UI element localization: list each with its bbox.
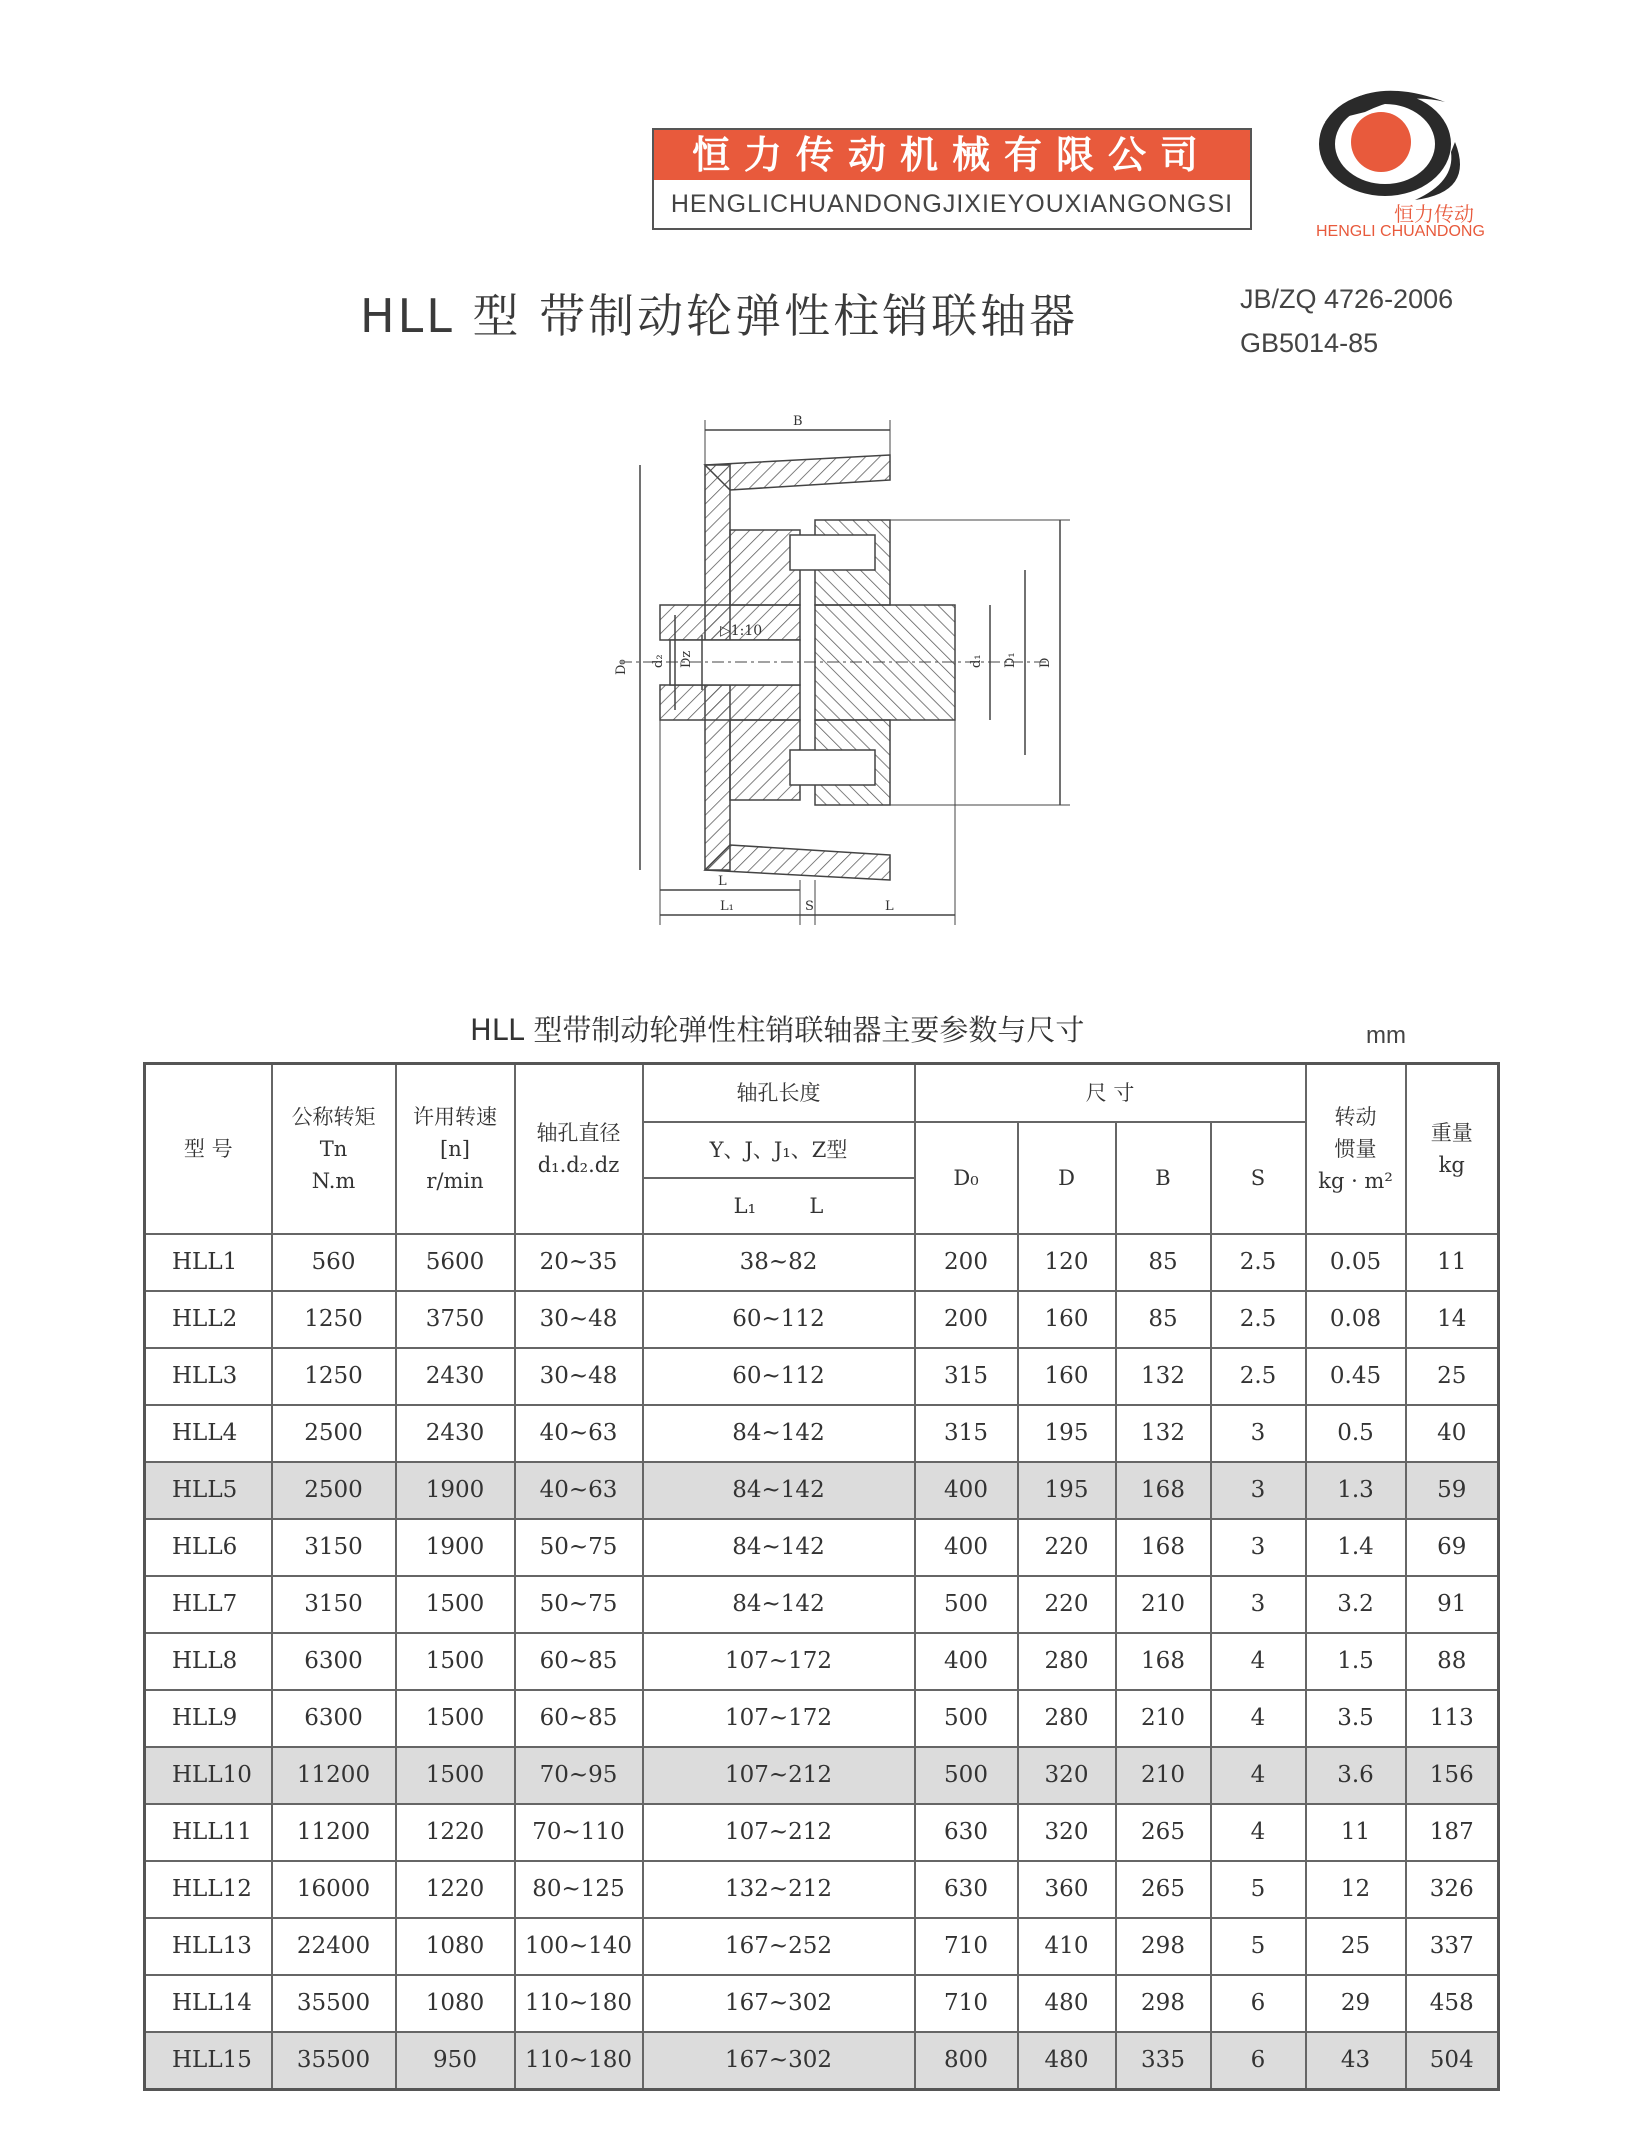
standard-2: GB5014-85	[1240, 328, 1379, 358]
cell-D0: 630	[915, 1804, 1018, 1861]
cell-speed: 1500	[396, 1747, 515, 1804]
cell-D: 480	[1018, 1975, 1116, 2032]
cell-D0: 315	[915, 1405, 1018, 1462]
header-bore-length-cols: L₁ L	[643, 1178, 915, 1234]
cell-D0: 400	[915, 1633, 1018, 1690]
cell-model: HLL13	[145, 1918, 272, 1975]
cell-S: 6	[1211, 2032, 1306, 2090]
cell-B: 265	[1116, 1804, 1211, 1861]
cell-bore-diameter: 110~180	[515, 2032, 643, 2090]
cell-speed: 1220	[396, 1804, 515, 1861]
cell-inertia: 11	[1306, 1804, 1406, 1861]
cell-D0: 500	[915, 1747, 1018, 1804]
cell-torque: 2500	[272, 1405, 396, 1462]
cell-bore-length: 84~142	[643, 1576, 915, 1633]
table-row	[145, 1975, 1499, 2032]
company-name-pinyin: HENGLICHUANDONGJIXIEYOUXIANGONGSI	[670, 190, 1234, 218]
cell-S: 4	[1211, 1633, 1306, 1690]
header-model: 型 号	[145, 1064, 272, 1234]
cell-speed: 1080	[396, 1975, 515, 2032]
cell-bore-diameter: 70~110	[515, 1804, 643, 1861]
table-row	[145, 1918, 1499, 1975]
cell-inertia: 3.5	[1306, 1690, 1406, 1747]
cell-D0: 500	[915, 1690, 1018, 1747]
spec-table	[143, 1062, 1500, 2091]
cell-speed: 5600	[396, 1234, 515, 1291]
cell-S: 2.5	[1211, 1291, 1306, 1348]
cell-weight: 458	[1406, 1975, 1499, 2032]
cell-B: 298	[1116, 1918, 1211, 1975]
cell-inertia: 25	[1306, 1918, 1406, 1975]
cell-model: HLL9	[145, 1690, 272, 1747]
cell-B: 210	[1116, 1576, 1211, 1633]
table-row	[145, 1861, 1499, 1918]
coupling-drawing	[530, 410, 1130, 940]
cell-torque: 1250	[272, 1291, 396, 1348]
cell-B: 210	[1116, 1747, 1211, 1804]
cell-bore-length: 84~142	[643, 1519, 915, 1576]
table-row	[145, 1804, 1499, 1861]
header-D0: D₀	[915, 1122, 1018, 1234]
cell-torque: 2500	[272, 1462, 396, 1519]
cell-S: 6	[1211, 1975, 1306, 2032]
cell-inertia: 1.4	[1306, 1519, 1406, 1576]
table-row	[145, 1462, 1499, 1519]
header-S: S	[1211, 1122, 1306, 1234]
cell-speed: 1500	[396, 1633, 515, 1690]
cell-bore-length: 167~302	[643, 2032, 915, 2090]
cell-speed: 2430	[396, 1348, 515, 1405]
cell-model: HLL10	[145, 1747, 272, 1804]
cell-weight: 40	[1406, 1405, 1499, 1462]
cell-bore-length: 38~82	[643, 1234, 915, 1291]
cell-speed: 3750	[396, 1291, 515, 1348]
dim-label-D: D	[1038, 657, 1053, 668]
table-row	[145, 1633, 1499, 1690]
cell-bore-length: 84~142	[643, 1462, 915, 1519]
cell-model: HLL15	[145, 2032, 272, 2090]
cell-model: HLL12	[145, 1861, 272, 1918]
dim-label-L-right: L	[885, 899, 894, 914]
cell-bore-diameter: 40~63	[515, 1405, 643, 1462]
cell-torque: 11200	[272, 1804, 396, 1861]
cell-bore-diameter: 60~85	[515, 1633, 643, 1690]
page-title: HLL 型 带制动轮弹性柱销联轴器	[360, 289, 1079, 343]
company-banner	[652, 128, 1252, 230]
cell-B: 168	[1116, 1633, 1211, 1690]
cell-weight: 113	[1406, 1690, 1499, 1747]
cell-model: HLL14	[145, 1975, 272, 2032]
cell-S: 2.5	[1211, 1348, 1306, 1405]
cell-inertia: 3.2	[1306, 1576, 1406, 1633]
cell-torque: 35500	[272, 2032, 396, 2090]
table-title: HLL 型带制动轮弹性柱销联轴器主要参数与尺寸	[470, 1013, 1085, 1047]
cell-S: 5	[1211, 1861, 1306, 1918]
header-dimensions: 尺 寸	[915, 1064, 1306, 1122]
cell-weight: 69	[1406, 1519, 1499, 1576]
cell-weight: 91	[1406, 1576, 1499, 1633]
cell-B: 168	[1116, 1462, 1211, 1519]
cell-inertia: 0.05	[1306, 1234, 1406, 1291]
cell-model: HLL1	[145, 1234, 272, 1291]
cell-speed: 1500	[396, 1690, 515, 1747]
cell-bore-diameter: 50~75	[515, 1519, 643, 1576]
header-B: B	[1116, 1122, 1211, 1234]
cell-D0: 630	[915, 1861, 1018, 1918]
cell-model: HLL2	[145, 1291, 272, 1348]
cell-speed: 1500	[396, 1576, 515, 1633]
cell-model: HLL7	[145, 1576, 272, 1633]
cell-D0: 800	[915, 2032, 1018, 2090]
cell-torque: 11200	[272, 1747, 396, 1804]
cell-B: 85	[1116, 1234, 1211, 1291]
cell-weight: 11	[1406, 1234, 1499, 1291]
cell-torque: 560	[272, 1234, 396, 1291]
cell-bore-diameter: 70~95	[515, 1747, 643, 1804]
cell-speed: 950	[396, 2032, 515, 2090]
cell-D: 480	[1018, 2032, 1116, 2090]
dim-label-L1: L₁	[720, 899, 734, 914]
cell-S: 4	[1211, 1804, 1306, 1861]
cell-S: 3	[1211, 1405, 1306, 1462]
cell-D: 220	[1018, 1576, 1116, 1633]
cell-D: 280	[1018, 1690, 1116, 1747]
cell-bore-length: 167~302	[643, 1975, 915, 2032]
header-speed: 许用转速 [n] r/min	[396, 1064, 515, 1234]
cell-torque: 6300	[272, 1690, 396, 1747]
dim-label-B: B	[793, 414, 803, 429]
cell-inertia: 0.08	[1306, 1291, 1406, 1348]
cell-weight: 25	[1406, 1348, 1499, 1405]
cell-bore-diameter: 100~140	[515, 1918, 643, 1975]
cell-inertia: 12	[1306, 1861, 1406, 1918]
cell-S: 3	[1211, 1519, 1306, 1576]
cell-bore-length: 132~212	[643, 1861, 915, 1918]
cell-D0: 315	[915, 1348, 1018, 1405]
cell-model: HLL5	[145, 1462, 272, 1519]
header-inertia: 转动 惯量 kg · m²	[1306, 1064, 1406, 1234]
cell-weight: 326	[1406, 1861, 1499, 1918]
cell-speed: 1900	[396, 1462, 515, 1519]
dim-label-D1: D₁	[1003, 652, 1018, 668]
cell-weight: 14	[1406, 1291, 1499, 1348]
cell-model: HLL3	[145, 1348, 272, 1405]
dim-label-L: L	[718, 874, 727, 889]
cell-D0: 710	[915, 1918, 1018, 1975]
cell-speed: 1900	[396, 1519, 515, 1576]
cell-torque: 6300	[272, 1633, 396, 1690]
cell-inertia: 0.45	[1306, 1348, 1406, 1405]
cell-D: 120	[1018, 1234, 1116, 1291]
dim-label-d1: d₁	[969, 654, 984, 668]
cell-inertia: 3.6	[1306, 1747, 1406, 1804]
logo-text-cn: 恒力传动	[1394, 202, 1474, 226]
cell-B: 132	[1116, 1405, 1211, 1462]
cell-weight: 187	[1406, 1804, 1499, 1861]
logo-text-en: HENGLI CHUANDONG	[1316, 223, 1485, 240]
dim-label-D0: D₀	[614, 659, 629, 675]
cell-B: 335	[1116, 2032, 1211, 2090]
cell-D0: 200	[915, 1291, 1018, 1348]
header-D: D	[1018, 1122, 1116, 1234]
cell-S: 4	[1211, 1690, 1306, 1747]
cell-inertia: 1.5	[1306, 1633, 1406, 1690]
header-torque: 公称转矩 Tn N.m	[272, 1064, 396, 1234]
cell-B: 298	[1116, 1975, 1211, 2032]
table-row	[145, 1519, 1499, 1576]
table-row	[145, 2032, 1499, 2090]
cell-D: 195	[1018, 1462, 1116, 1519]
standard-1: JB/ZQ 4726-2006	[1240, 284, 1454, 314]
spec-table-body	[145, 1234, 1499, 2090]
dim-label-S: S	[805, 899, 814, 914]
cell-D: 220	[1018, 1519, 1116, 1576]
dim-label-Dz: Dz	[679, 650, 694, 668]
company-name-cn: 恒力传动机械有限公司	[654, 130, 1250, 180]
table-row	[145, 1747, 1499, 1804]
cell-B: 168	[1116, 1519, 1211, 1576]
cell-inertia: 29	[1306, 1975, 1406, 2032]
cell-torque: 3150	[272, 1576, 396, 1633]
cell-inertia: 0.5	[1306, 1405, 1406, 1462]
table-row	[145, 1690, 1499, 1747]
cell-D0: 500	[915, 1576, 1018, 1633]
cell-bore-diameter: 60~85	[515, 1690, 643, 1747]
cell-speed: 1220	[396, 1861, 515, 1918]
table-row	[145, 1348, 1499, 1405]
cell-torque: 1250	[272, 1348, 396, 1405]
cell-S: 4	[1211, 1747, 1306, 1804]
cell-D0: 400	[915, 1462, 1018, 1519]
cell-D: 160	[1018, 1291, 1116, 1348]
cell-inertia: 1.3	[1306, 1462, 1406, 1519]
cell-bore-length: 60~112	[643, 1291, 915, 1348]
cell-bore-length: 60~112	[643, 1348, 915, 1405]
dim-label-d2: d₂	[651, 654, 666, 668]
cell-S: 3	[1211, 1462, 1306, 1519]
header-weight: 重量 kg	[1406, 1064, 1499, 1234]
cell-D: 280	[1018, 1633, 1116, 1690]
cell-B: 265	[1116, 1861, 1211, 1918]
cell-torque: 22400	[272, 1918, 396, 1975]
cell-bore-diameter: 30~48	[515, 1291, 643, 1348]
cell-torque: 3150	[272, 1519, 396, 1576]
table-row	[145, 1405, 1499, 1462]
cell-bore-diameter: 80~125	[515, 1861, 643, 1918]
cell-bore-diameter: 40~63	[515, 1462, 643, 1519]
table-row	[145, 1291, 1499, 1348]
cell-weight: 59	[1406, 1462, 1499, 1519]
header-bore-length: 轴孔长度	[643, 1064, 915, 1122]
table-unit: mm	[1366, 1022, 1406, 1049]
header-bore-diameter: 轴孔直径 d₁.d₂.dz	[515, 1064, 643, 1234]
cell-S: 5	[1211, 1918, 1306, 1975]
cell-bore-length: 107~212	[643, 1747, 915, 1804]
cell-weight: 88	[1406, 1633, 1499, 1690]
cell-bore-diameter: 110~180	[515, 1975, 643, 2032]
cell-speed: 1080	[396, 1918, 515, 1975]
cell-model: HLL11	[145, 1804, 272, 1861]
cell-bore-length: 107~212	[643, 1804, 915, 1861]
cell-D0: 710	[915, 1975, 1018, 2032]
cell-D: 410	[1018, 1918, 1116, 1975]
cell-model: HLL4	[145, 1405, 272, 1462]
cell-B: 85	[1116, 1291, 1211, 1348]
cell-D0: 400	[915, 1519, 1018, 1576]
cell-B: 132	[1116, 1348, 1211, 1405]
cell-S: 3	[1211, 1576, 1306, 1633]
cell-D: 360	[1018, 1861, 1116, 1918]
cell-weight: 337	[1406, 1918, 1499, 1975]
cell-bore-length: 107~172	[643, 1633, 915, 1690]
cell-D: 160	[1018, 1348, 1116, 1405]
cell-D: 320	[1018, 1804, 1116, 1861]
table-row	[145, 1234, 1499, 1291]
cell-bore-length: 107~172	[643, 1690, 915, 1747]
cell-D: 320	[1018, 1747, 1116, 1804]
cell-torque: 35500	[272, 1975, 396, 2032]
cell-inertia: 43	[1306, 2032, 1406, 2090]
cell-S: 2.5	[1211, 1234, 1306, 1291]
cell-model: HLL6	[145, 1519, 272, 1576]
cell-weight: 156	[1406, 1747, 1499, 1804]
cell-bore-diameter: 30~48	[515, 1348, 643, 1405]
cell-model: HLL8	[145, 1633, 272, 1690]
cell-torque: 16000	[272, 1861, 396, 1918]
cell-bore-length: 84~142	[643, 1405, 915, 1462]
cell-D: 195	[1018, 1405, 1116, 1462]
cell-D0: 200	[915, 1234, 1018, 1291]
taper-label: ▷1:10	[720, 623, 763, 639]
cell-weight: 504	[1406, 2032, 1499, 2090]
table-row	[145, 1576, 1499, 1633]
header-bore-length-types: Y、J、J₁、Z型	[643, 1122, 915, 1178]
cell-bore-diameter: 20~35	[515, 1234, 643, 1291]
cell-bore-diameter: 50~75	[515, 1576, 643, 1633]
cell-B: 210	[1116, 1690, 1211, 1747]
cell-bore-length: 167~252	[643, 1918, 915, 1975]
cell-speed: 2430	[396, 1405, 515, 1462]
